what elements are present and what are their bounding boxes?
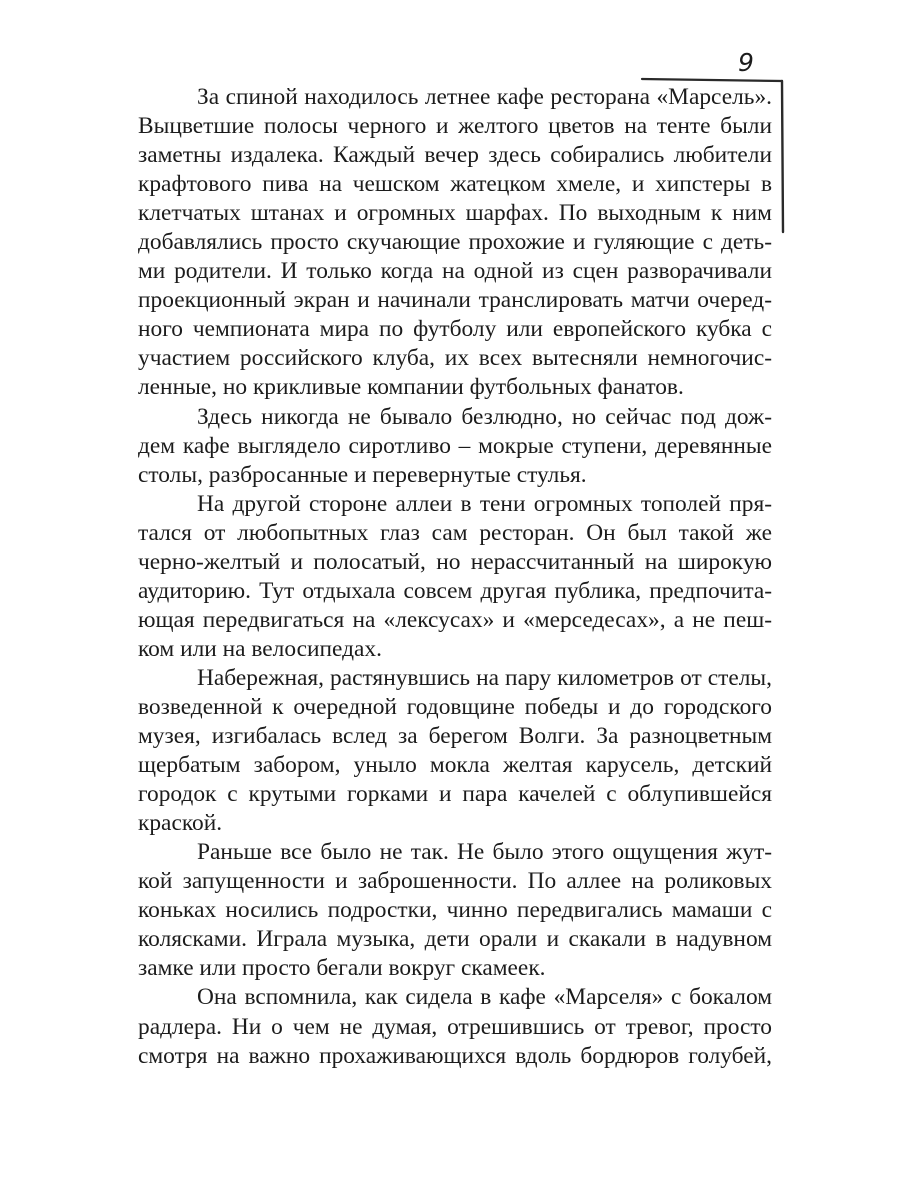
text-line: За спиной находилось летнее кафе ресторана «Марсель». bbox=[197, 84, 772, 110]
text-line: ком или на велосипедах. bbox=[138, 635, 382, 662]
text-line: На другой стороне аллеи в тени огромных тополей пря- bbox=[197, 490, 772, 517]
text-line: Она вспомнила, как сидела в кафе «Марселя» с бокалом bbox=[197, 984, 772, 1011]
text-line: аудиторию. Тут отдыхала совсем другая публика, предпочита- bbox=[138, 577, 772, 604]
text-line: городок с крутыми горками и пара качелей с облупившейся bbox=[138, 781, 772, 808]
text-line: колясками. Играла музыка, дети орали и скакали в надувном bbox=[138, 926, 772, 953]
text-line: Набережная, растянувшись на пару километров от стелы, bbox=[197, 664, 772, 691]
text-line: тался от любопытных глаз сам ресторан. Он был такой же bbox=[138, 519, 772, 546]
text-line: клетчатых штанах и огромных шарфах. По выходным к ним bbox=[138, 200, 772, 227]
text-line: замке или просто бегали вокруг скамеек. bbox=[138, 955, 546, 982]
text-line: ющая передвигаться на «лексусах» и «мерседесах», а не пеш- bbox=[138, 606, 772, 633]
text-line: ного чемпионата мира по футболу или европейского кубка с bbox=[138, 316, 772, 343]
text-line: Раньше все было не так. Не было этого ощущения жут- bbox=[197, 839, 772, 866]
text-line: проекционный экран и начинали транслировать матчи очеред- bbox=[138, 287, 772, 314]
text-line: крафтового пива на чешском жатецком хмеле, и хипстеры в bbox=[138, 171, 772, 198]
text-line: возведенной к очередной годовщине победы и до городского bbox=[138, 693, 772, 720]
text-line: черно-желтый и полосатый, но нерассчитанный на широкую bbox=[138, 548, 772, 575]
text-line: участием российского клуба, их всех вытесняли немногочис- bbox=[138, 345, 772, 372]
text-line: ленные, но крикливые компании футбольных фанатов. bbox=[138, 374, 684, 401]
text-line: смотря на важно прохаживающихся вдоль бордюров голубей, bbox=[138, 1042, 772, 1069]
paragraph-2 bbox=[138, 403, 772, 490]
text-line: Здесь никогда не бывало безлюдно, но сейчас под дож- bbox=[197, 403, 772, 430]
text-line: краской. bbox=[138, 810, 223, 837]
text-line: щербатым забором, уныло мокла желтая карусель, детский bbox=[138, 752, 772, 779]
page-number: 9 bbox=[738, 48, 754, 77]
text-line: радлера. Ни о чем не думая, отрешившись от тревог, просто bbox=[138, 1013, 772, 1040]
body-text bbox=[138, 83, 772, 1071]
paragraph-1 bbox=[138, 83, 772, 403]
text-line: ми родители. И только когда на одной из сцен разворачивали bbox=[138, 258, 772, 285]
text-line: столы, разбросанные и перевернутые стулья. bbox=[138, 461, 587, 488]
paragraph-5 bbox=[138, 838, 772, 983]
paragraph-4 bbox=[138, 664, 772, 838]
text-line: Выцветшие полосы черного и желтого цветов на тенте были bbox=[138, 113, 772, 140]
paragraph-3 bbox=[138, 490, 772, 664]
text-line: добавлялись просто скучающие прохожие и гуляющие с деть- bbox=[138, 229, 772, 256]
text-line: дем кафе выглядело сиротливо – мокрые ступени, деревянные bbox=[138, 432, 772, 459]
text-line: кой запущенности и заброшенности. По аллее на роликовых bbox=[138, 868, 772, 895]
paragraph-6 bbox=[138, 983, 772, 1070]
text-line: музея, изгибалась вслед за берегом Волги. За разноцветным bbox=[138, 723, 772, 750]
text-line: заметны издалека. Каждый вечер здесь собирались любители bbox=[138, 142, 772, 169]
text-line: коньках носились подростки, чинно передвигались мамаши с bbox=[138, 897, 772, 924]
